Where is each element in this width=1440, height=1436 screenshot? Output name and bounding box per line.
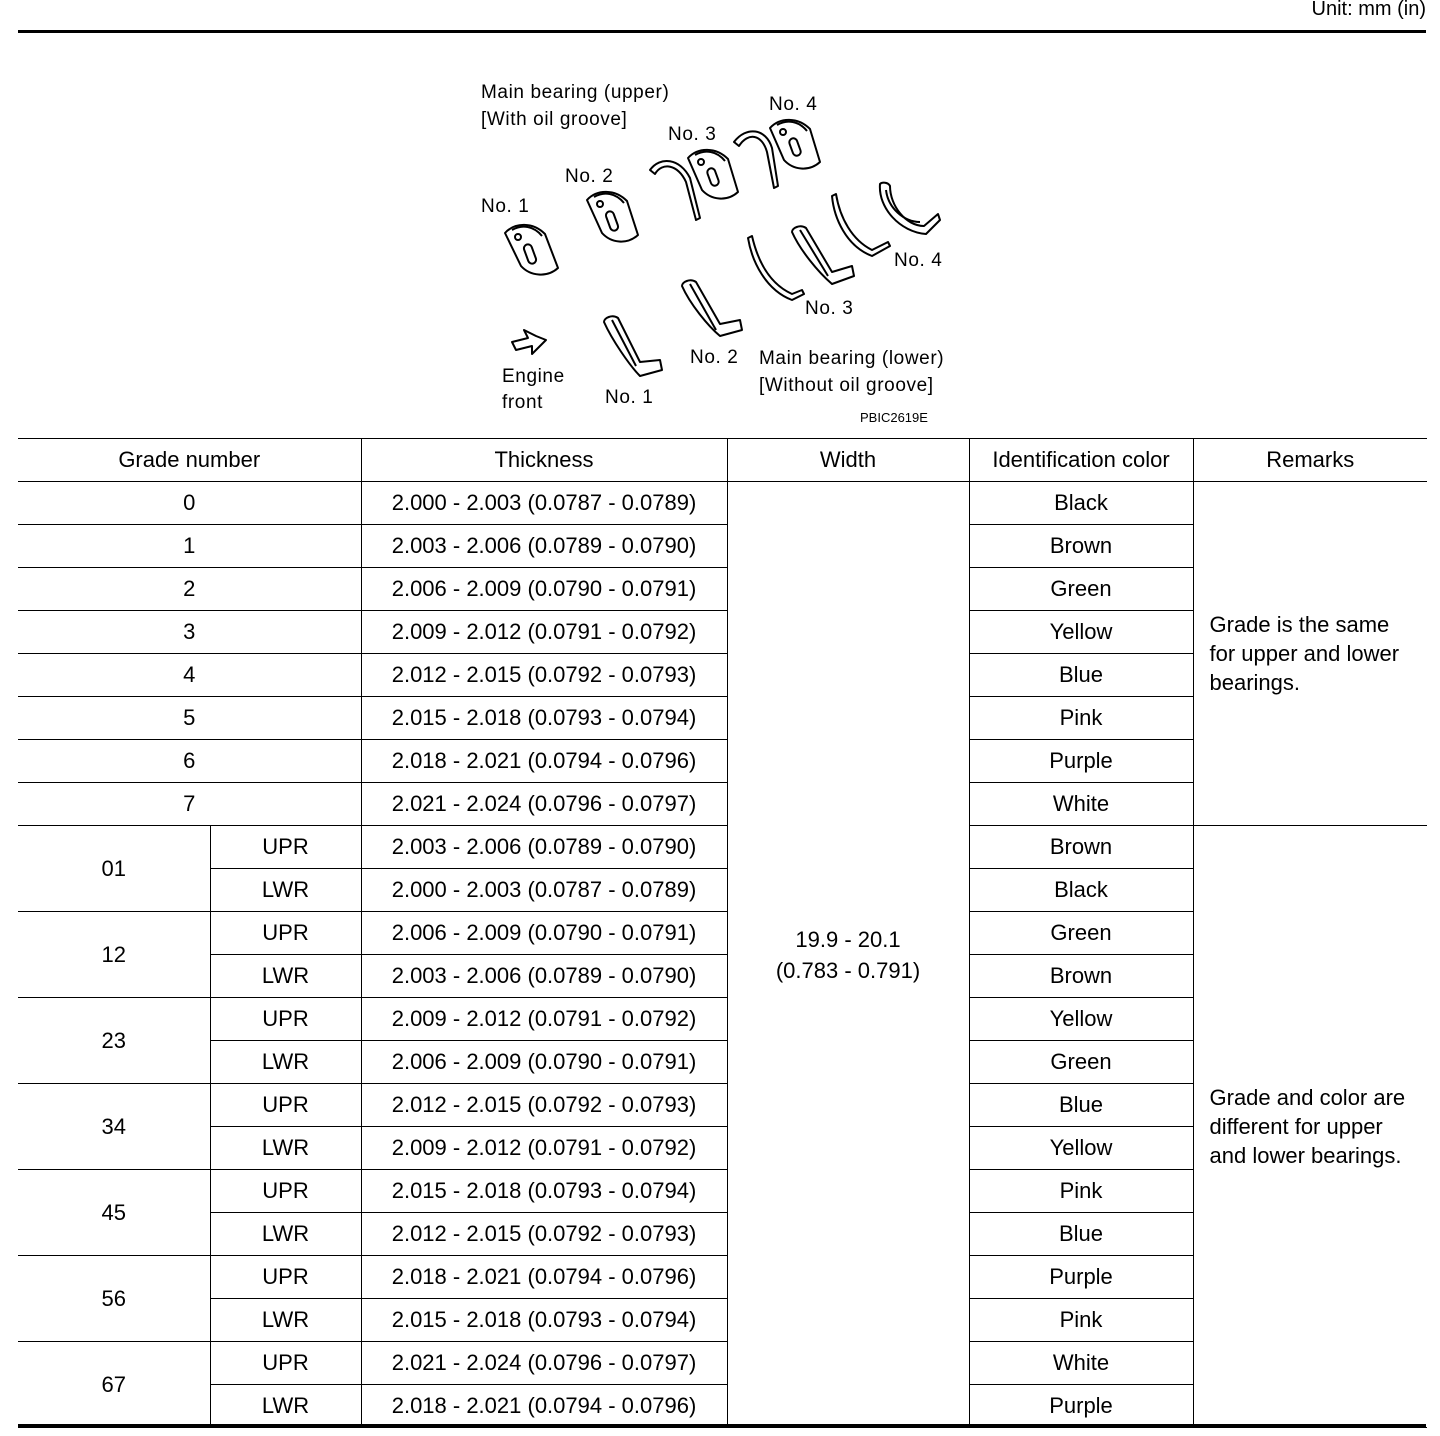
color-cell: Green — [969, 1041, 1193, 1084]
table-header-row — [18, 439, 1427, 482]
grade-cell: 12 — [18, 912, 210, 998]
upper-no3-label: No. 3 — [668, 124, 717, 145]
color-cell: Blue — [969, 1213, 1193, 1256]
remarks-line: Grade and color are — [1209, 1085, 1406, 1110]
table-body — [18, 482, 1427, 1428]
position-cell: UPR — [210, 1342, 361, 1385]
color-cell: Yellow — [969, 1127, 1193, 1170]
remarks-line: and lower bearings. — [1209, 1143, 1402, 1168]
position-cell: UPR — [210, 1084, 361, 1127]
remarks-cell — [1193, 826, 1427, 1428]
position-cell: UPR — [210, 826, 361, 869]
thickness-cell: 2.021 - 2.024 (0.0796 - 0.0797) — [361, 1342, 727, 1385]
thickness-cell: 2.015 - 2.018 (0.0793 - 0.0794) — [361, 697, 727, 740]
grade-cell: 6 — [18, 740, 361, 783]
color-cell: Brown — [969, 955, 1193, 998]
lower-bearing-no4-shape — [880, 183, 940, 234]
grade-cell: 34 — [18, 1084, 210, 1170]
thickness-cell: 2.021 - 2.024 (0.0796 - 0.0797) — [361, 783, 727, 826]
top-rule — [18, 30, 1426, 33]
grade-cell: 1 — [18, 525, 361, 568]
color-cell: Green — [969, 568, 1193, 611]
unit-label: Unit: mm (in) — [1311, 0, 1426, 20]
lower-bearing-sublabel: [Without oil groove] — [759, 375, 934, 396]
thrust-washer-upper-2-shape — [734, 131, 778, 188]
position-cell: UPR — [210, 998, 361, 1041]
thickness-cell: 2.000 - 2.003 (0.0787 - 0.0789) — [361, 482, 727, 525]
grade-cell: 3 — [18, 611, 361, 654]
position-cell: LWR — [210, 1127, 361, 1170]
upper-bearing-sublabel: [With oil groove] — [481, 109, 628, 130]
remarks-line: bearings. — [1209, 670, 1301, 695]
color-cell: Pink — [969, 1170, 1193, 1213]
color-cell: Blue — [969, 654, 1193, 697]
color-cell: White — [969, 783, 1193, 826]
thickness-cell: 2.015 - 2.018 (0.0793 - 0.0794) — [361, 1170, 727, 1213]
lower-no2-label: No. 2 — [690, 347, 739, 368]
color-cell: Black — [969, 482, 1193, 525]
lower-no3-label: No. 3 — [805, 298, 854, 319]
table-row — [18, 826, 1427, 869]
grade-cell: 4 — [18, 654, 361, 697]
header-remarks: Remarks — [1193, 439, 1427, 482]
upper-bearing-no2-shape — [587, 192, 638, 242]
lower-bearing-no1-shape — [604, 316, 662, 376]
thickness-cell: 2.018 - 2.021 (0.0794 - 0.0796) — [361, 1385, 727, 1428]
color-cell: Black — [969, 869, 1193, 912]
grade-cell: 01 — [18, 826, 210, 912]
position-cell: LWR — [210, 1385, 361, 1428]
figure-code: PBIC2619E — [860, 410, 928, 425]
grade-cell: 56 — [18, 1256, 210, 1342]
thrust-washer-lower-1-shape — [748, 236, 804, 300]
remarks-cell — [1193, 482, 1427, 826]
upper-bearing-no1-shape — [505, 225, 558, 275]
thickness-cell: 2.006 - 2.009 (0.0790 - 0.0791) — [361, 1041, 727, 1084]
width-line: 19.9 - 20.1 — [795, 926, 901, 952]
color-cell: Pink — [969, 697, 1193, 740]
bearing-grade-table — [18, 438, 1427, 1428]
upper-no4-label: No. 4 — [769, 94, 818, 115]
header-identification-color: Identification color — [969, 439, 1193, 482]
thrust-washer-lower-2-shape — [832, 194, 890, 256]
grade-cell: 7 — [18, 783, 361, 826]
color-cell: Brown — [969, 826, 1193, 869]
bottom-rule — [18, 1424, 1426, 1427]
color-cell: Pink — [969, 1299, 1193, 1342]
position-cell: UPR — [210, 912, 361, 955]
color-cell: Green — [969, 912, 1193, 955]
thickness-cell: 2.012 - 2.015 (0.0792 - 0.0793) — [361, 1084, 727, 1127]
header-grade-number: Grade number — [18, 439, 361, 482]
thickness-cell: 2.003 - 2.006 (0.0789 - 0.0790) — [361, 955, 727, 998]
lower-no4-label: No. 4 — [894, 250, 943, 271]
thickness-cell: 2.015 - 2.018 (0.0793 - 0.0794) — [361, 1299, 727, 1342]
thickness-cell: 2.009 - 2.012 (0.0791 - 0.0792) — [361, 1127, 727, 1170]
upper-no1-label: No. 1 — [481, 196, 530, 217]
engine-front-arrow-icon — [512, 330, 546, 354]
thickness-cell: 2.018 - 2.021 (0.0794 - 0.0796) — [361, 740, 727, 783]
thickness-cell: 2.003 - 2.006 (0.0789 - 0.0790) — [361, 826, 727, 869]
width-cell — [727, 482, 969, 1428]
grade-cell: 23 — [18, 998, 210, 1084]
thickness-cell: 2.006 - 2.009 (0.0790 - 0.0791) — [361, 568, 727, 611]
lower-no1-label: No. 1 — [605, 387, 654, 408]
position-cell: LWR — [210, 1213, 361, 1256]
thickness-cell: 2.012 - 2.015 (0.0792 - 0.0793) — [361, 654, 727, 697]
grade-cell: 5 — [18, 697, 361, 740]
position-cell: LWR — [210, 869, 361, 912]
position-cell: LWR — [210, 1299, 361, 1342]
main-bearing-diagram — [470, 74, 990, 430]
color-cell: Yellow — [969, 611, 1193, 654]
color-cell: Brown — [969, 525, 1193, 568]
grade-cell: 67 — [18, 1342, 210, 1428]
remarks-line: Grade is the same — [1209, 612, 1390, 637]
remarks-line: different for upper — [1209, 1114, 1383, 1139]
thickness-cell: 2.000 - 2.003 (0.0787 - 0.0789) — [361, 869, 727, 912]
position-cell: UPR — [210, 1170, 361, 1213]
color-cell: Purple — [969, 1256, 1193, 1299]
position-cell: UPR — [210, 1256, 361, 1299]
upper-bearing-label: Main bearing (upper) — [481, 82, 670, 103]
thickness-cell: 2.006 - 2.009 (0.0790 - 0.0791) — [361, 912, 727, 955]
lower-bearing-label: Main bearing (lower) — [759, 348, 945, 369]
position-cell: LWR — [210, 1041, 361, 1084]
grade-cell: 45 — [18, 1170, 210, 1256]
grade-cell: 2 — [18, 568, 361, 611]
color-cell: Yellow — [969, 998, 1193, 1041]
upper-bearing-no3-shape — [688, 150, 738, 199]
remarks-line: for upper and lower — [1209, 641, 1400, 666]
thickness-cell: 2.018 - 2.021 (0.0794 - 0.0796) — [361, 1256, 727, 1299]
header-width: Width — [727, 439, 969, 482]
table-row — [18, 482, 1427, 525]
position-cell: LWR — [210, 955, 361, 998]
upper-no2-label: No. 2 — [565, 166, 614, 187]
color-cell: Blue — [969, 1084, 1193, 1127]
upper-bearing-no4-shape — [770, 120, 820, 169]
color-cell: Purple — [969, 1385, 1193, 1428]
color-cell: White — [969, 1342, 1193, 1385]
thickness-cell: 2.009 - 2.012 (0.0791 - 0.0792) — [361, 998, 727, 1041]
lower-bearing-no2-shape — [682, 280, 742, 336]
width-line: (0.783 - 0.791) — [775, 957, 921, 983]
thickness-cell: 2.009 - 2.012 (0.0791 - 0.0792) — [361, 611, 727, 654]
thickness-cell: 2.012 - 2.015 (0.0792 - 0.0793) — [361, 1213, 727, 1256]
color-cell: Purple — [969, 740, 1193, 783]
front-label: front — [502, 392, 544, 413]
thickness-cell: 2.003 - 2.006 (0.0789 - 0.0790) — [361, 525, 727, 568]
engine-label: Engine — [502, 366, 565, 387]
grade-cell: 0 — [18, 482, 361, 525]
header-thickness: Thickness — [361, 439, 727, 482]
